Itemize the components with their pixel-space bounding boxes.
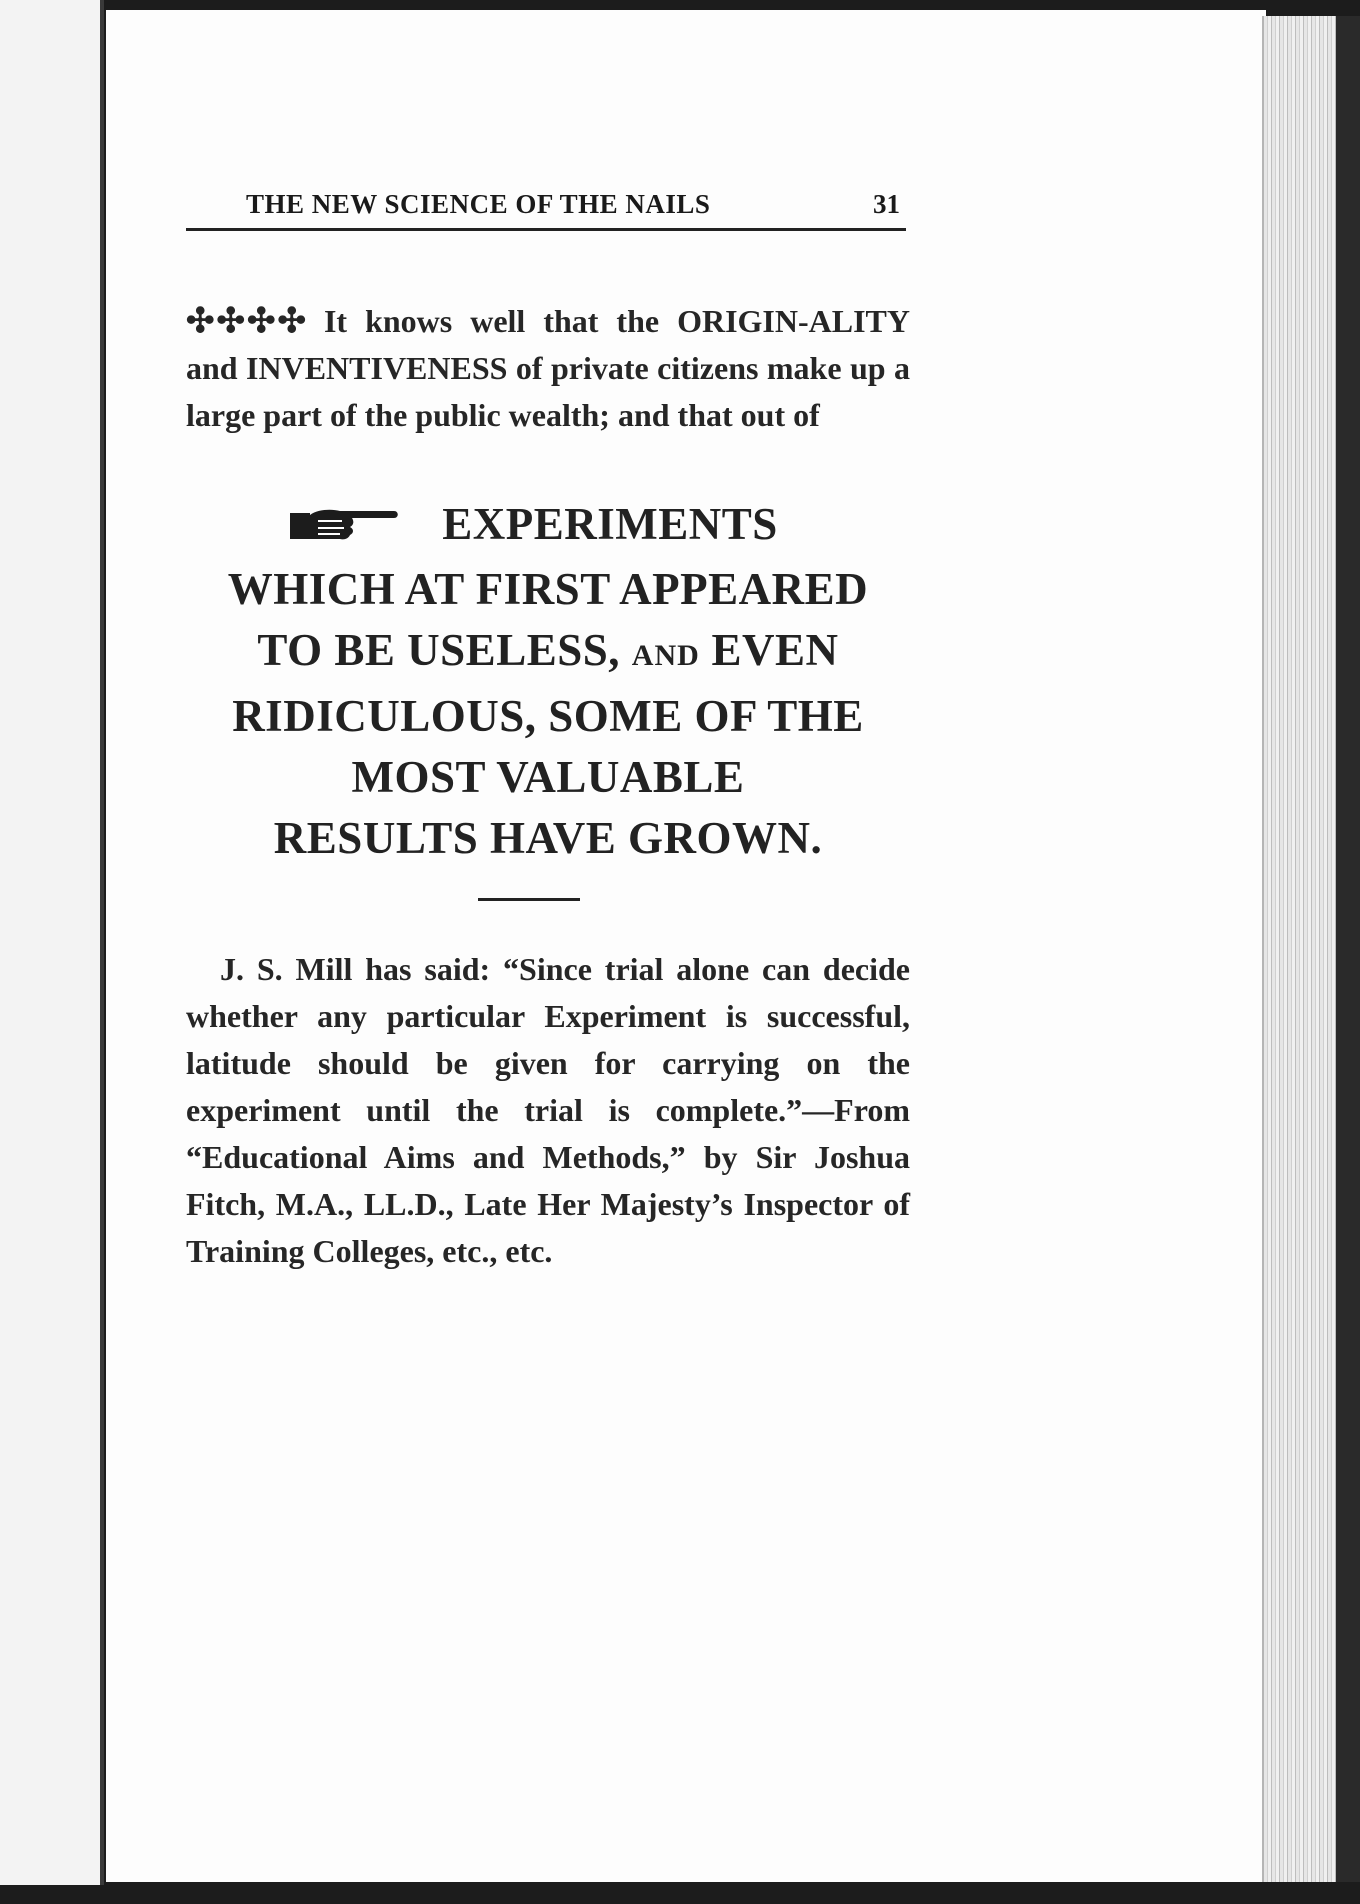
display-line-2: WHICH AT FIRST APPEARED	[227, 564, 869, 615]
page-edges-shadow	[1336, 16, 1360, 1882]
running-head: THE NEW SCIENCE OF THE NAILS	[246, 189, 711, 219]
paragraph-intro	[186, 298, 910, 439]
paragraph-quote-text: J. S. Mill has said: “Since trial alone can decide whether any particular Experiment is successful, latitude should be given for carrying on the experiment until the trial is complete.”—From “Educational Aims and Methods,” by Sir Joshua Fitch, M.A., LL.D., Late Her Majesty’s Inspector of Training Colleges, etc., etc.	[186, 951, 910, 1269]
page-number: 31	[873, 189, 900, 219]
display-line-6: RESULTS HAVE GROWN.	[273, 813, 823, 864]
display-line-1	[186, 494, 910, 559]
display-line-4: RIDICULOUS, SOME OF THE	[232, 691, 864, 742]
page-edges	[1262, 16, 1338, 1882]
display-statement	[186, 494, 910, 869]
display-line-3-small-caps: AND	[631, 639, 700, 673]
display-line-3-part-c: EVEN	[699, 625, 839, 676]
display-line-5: MOST VALUABLE	[351, 752, 745, 803]
page-header	[186, 176, 906, 231]
paragraph-intro-text: It knows well that the ORIGIN-ALITY and INVENTIVENESS of private citizens make up a large part of the public wealth; and that out of	[186, 303, 910, 433]
pointing-hand-icon	[288, 498, 400, 559]
display-text-experiments: EXPERIMENTS	[442, 499, 778, 549]
display-line-3-part-a: TO BE USELESS,	[257, 625, 632, 676]
section-divider	[478, 898, 580, 901]
paragraph-quote	[186, 946, 910, 1275]
left-facing-page	[0, 0, 104, 1885]
four-star-ornament-icon: ✣✣✣✣	[186, 303, 308, 340]
display-line-3	[186, 620, 910, 686]
